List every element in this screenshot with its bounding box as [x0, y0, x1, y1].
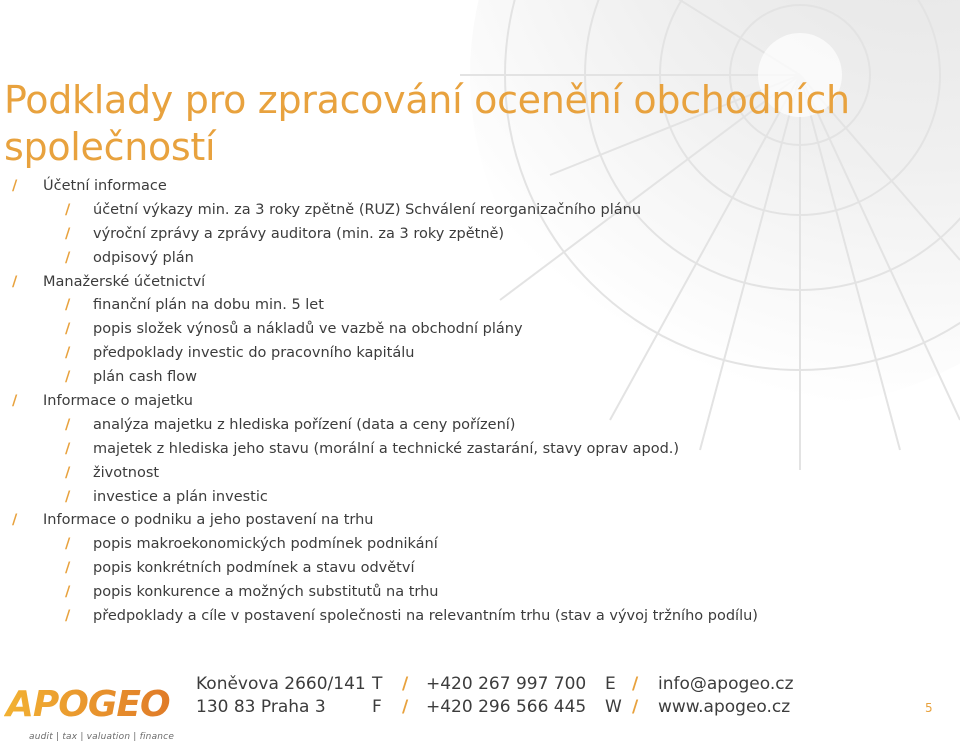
list-item-text: plán cash flow: [93, 369, 197, 386]
web-link[interactable]: www.apogeo.cz: [658, 697, 791, 717]
separator-slash: /: [402, 697, 409, 717]
slide-footer: [0, 660, 960, 754]
logo-tagline: audit | tax | valuation | finance: [29, 732, 175, 742]
fax-label: F: [372, 697, 382, 717]
list-item: [0, 389, 960, 413]
bullet-slash: /: [12, 273, 18, 290]
bullet-slash: /: [65, 249, 71, 266]
list-item: [0, 556, 960, 580]
bullet-slash: /: [65, 201, 71, 218]
list-item-text: Informace o podniku a jeho postavení na trhu: [43, 512, 374, 529]
list-item-text: Manažerské účetnictví: [43, 273, 206, 290]
list-item: [0, 270, 960, 294]
bullet-slash: /: [65, 560, 71, 577]
separator-slash: /: [402, 674, 409, 694]
address-street: Koněvova 2660/141: [196, 674, 366, 694]
list-item: [0, 198, 960, 222]
bullet-slash: /: [65, 416, 71, 433]
bullet-slash: /: [65, 488, 71, 505]
list-item: [0, 293, 960, 317]
bullet-slash: /: [12, 393, 18, 410]
bullet-list: [0, 174, 960, 628]
list-item: [0, 532, 960, 556]
list-item-text: finanční plán na dobu min. 5 let: [93, 297, 324, 314]
list-item-text: životnost: [93, 464, 160, 481]
web-label: W: [605, 697, 622, 717]
list-item-text: popis konkrétních podmínek a stavu odvětví: [93, 560, 415, 577]
list-item: [0, 461, 960, 485]
list-item: [0, 508, 960, 532]
slide-title: Podklady pro zpracování ocenění obchodních společností: [4, 78, 850, 170]
list-item-text: analýza majetku z hlediska pořízení (data a ceny pořízení): [93, 416, 516, 433]
list-item: [0, 580, 960, 604]
list-item-text: předpoklady investic do pracovního kapitálu: [93, 345, 415, 362]
list-item: [0, 604, 960, 628]
separator-slash: /: [632, 697, 639, 717]
phone-number: +420 267 997 700: [426, 674, 587, 694]
address-city: 130 83 Praha 3: [196, 697, 326, 717]
phone-label: T: [372, 674, 383, 694]
list-item-text: popis složek výnosů a nákladů ve vazbě na obchodní plány: [93, 321, 523, 338]
bullet-slash: /: [65, 297, 71, 314]
list-item-text: investice a plán investic: [93, 488, 268, 505]
list-item: [0, 174, 960, 198]
list-item: [0, 317, 960, 341]
list-item-text: účetní výkazy min. za 3 roky zpětně (RUZ) Schválení reorganizačního plánu: [93, 201, 642, 218]
list-item: [0, 485, 960, 509]
list-item-text: Účetní informace: [43, 178, 167, 194]
bullet-slash: /: [65, 440, 71, 457]
bullet-slash: /: [12, 512, 18, 529]
bullet-slash: /: [65, 536, 71, 553]
apogeo-logo-mark: [4, 678, 174, 730]
bullet-slash: /: [65, 345, 71, 362]
list-item: [0, 437, 960, 461]
email-link[interactable]: info@apogeo.cz: [658, 674, 794, 694]
separator-slash: /: [632, 674, 639, 694]
list-item: [0, 246, 960, 270]
list-item-text: popis makroekonomických podmínek podnikání: [93, 536, 438, 553]
logo-wordmark: APOGEO: [6, 684, 170, 725]
list-item: [0, 365, 960, 389]
bullet-slash: /: [65, 464, 71, 481]
bullet-slash: /: [65, 608, 71, 625]
list-item-text: Informace o majetku: [43, 393, 193, 410]
fax-number: +420 296 566 445: [426, 697, 587, 717]
page-number: 5: [925, 701, 933, 715]
list-item-text: odpisový plán: [93, 249, 194, 266]
list-item: [0, 341, 960, 365]
list-item-text: majetek z hlediska jeho stavu (morální a technické zastarání, stavy oprav apod.): [93, 440, 680, 457]
bullet-slash: /: [65, 321, 71, 338]
list-item-text: výroční zprávy a zprávy auditora (min. za 3 roky zpětně): [93, 225, 505, 242]
bullet-slash: /: [65, 225, 71, 242]
bullet-slash: /: [12, 178, 18, 194]
bullet-slash: /: [65, 584, 71, 601]
bullet-slash: /: [65, 369, 71, 386]
list-item: [0, 222, 960, 246]
list-item-text: popis konkurence a možných substitutů na trhu: [93, 584, 439, 601]
list-item-text: předpoklady a cíle v postavení společnosti na relevantním trhu (stav a vývoj tržního podílu): [93, 608, 758, 625]
email-label: E: [605, 674, 616, 694]
list-item: [0, 413, 960, 437]
